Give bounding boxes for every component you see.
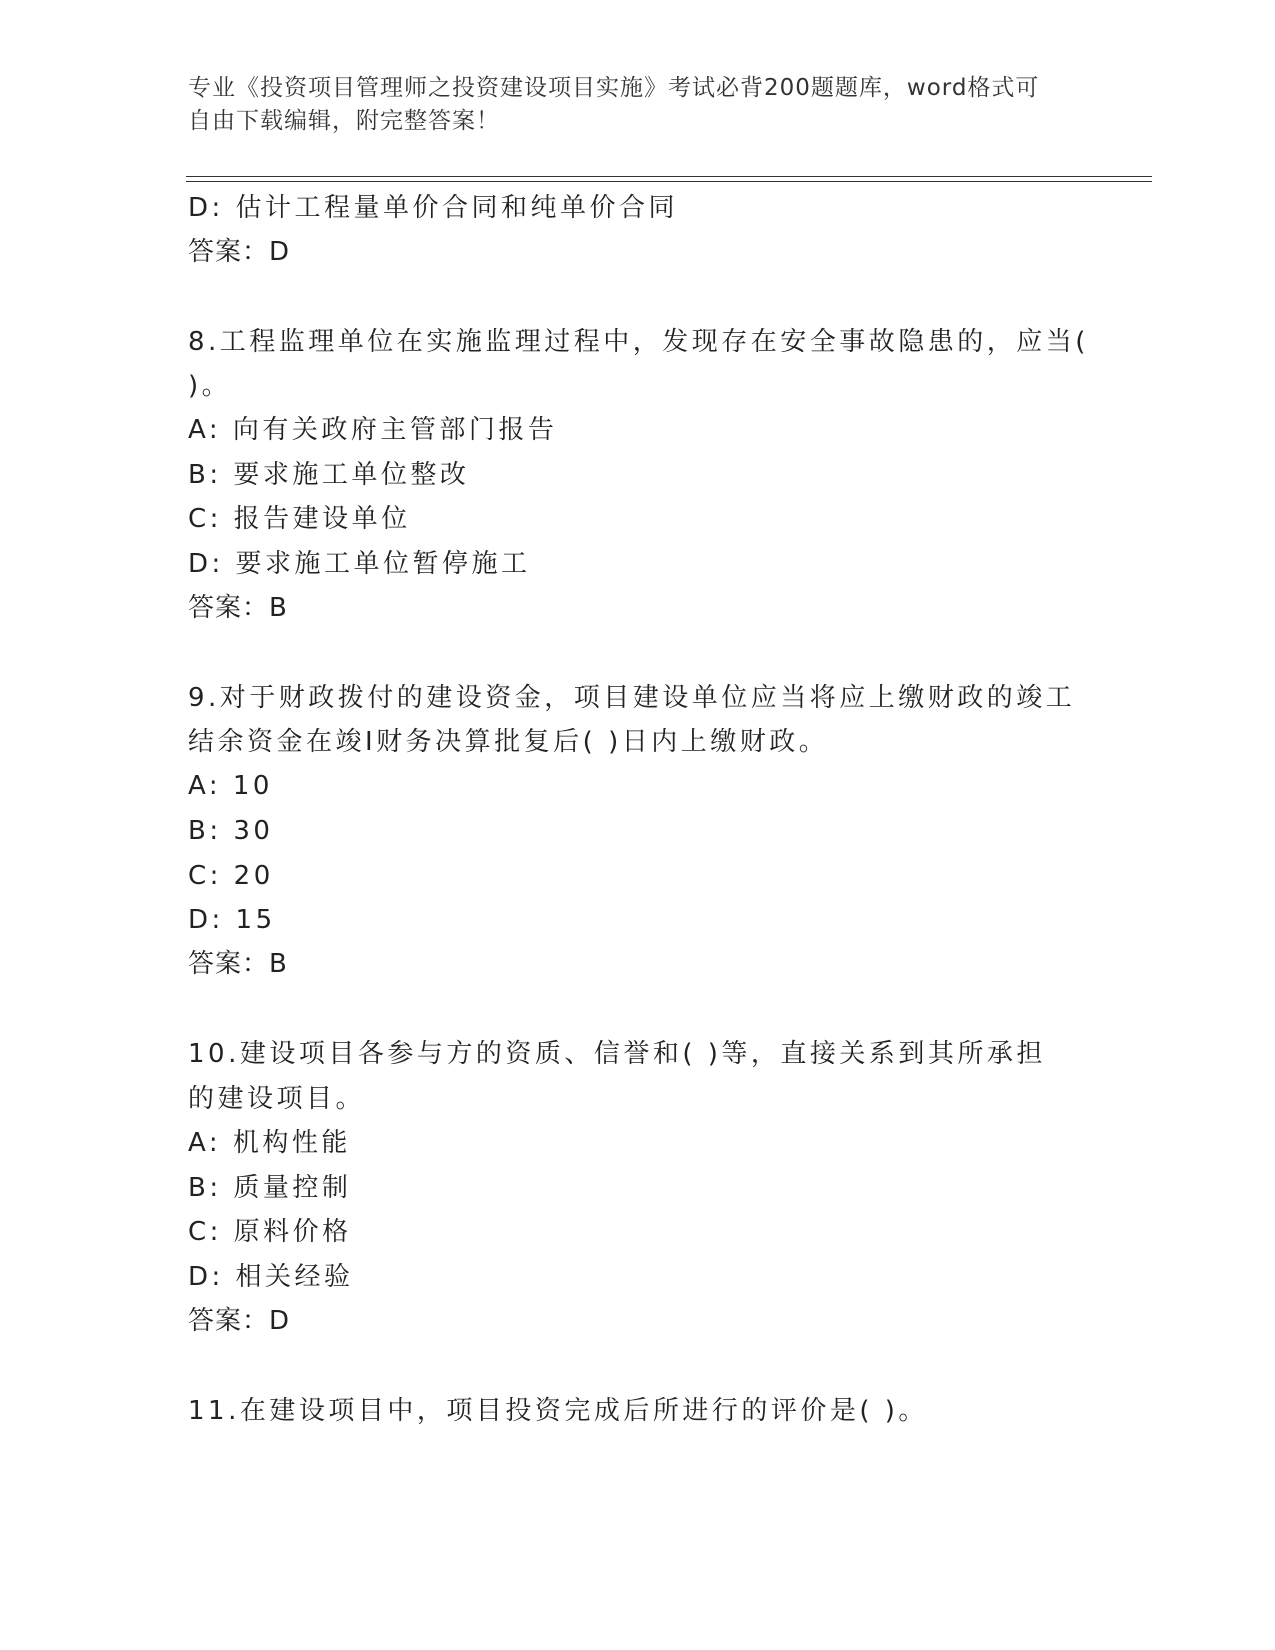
question-option-a: A: 向有关政府主管部门报告 bbox=[188, 415, 558, 445]
question-answer: 答案：D bbox=[188, 1306, 291, 1336]
question-option-b: B: 30 bbox=[188, 816, 274, 846]
question-option-c: C: 原料价格 bbox=[188, 1217, 352, 1247]
question-option-c: C: 20 bbox=[188, 861, 274, 891]
header-divider-bottom bbox=[186, 181, 1152, 182]
prev-answer: 答案：D bbox=[188, 237, 291, 267]
question-stem-line: 8.工程监理单位在实施监理过程中，发现存在安全事故隐患的，应当( bbox=[188, 327, 1089, 357]
question-stem-line: )。 bbox=[188, 371, 232, 401]
document-header bbox=[188, 72, 1088, 138]
question-option-b: B: 要求施工单位整改 bbox=[188, 460, 470, 490]
question-option-b: B: 质量控制 bbox=[188, 1173, 352, 1203]
question-option-a: A: 10 bbox=[188, 771, 273, 801]
question-stem-line: 的建设项目。 bbox=[188, 1084, 366, 1114]
question-option-a: A: 机构性能 bbox=[188, 1128, 351, 1158]
question-answer: 答案：B bbox=[188, 593, 288, 623]
question-option-c: C: 报告建设单位 bbox=[188, 504, 411, 534]
header-line-1: 专业《投资项目管理师之投资建设项目实施》考试必背200题题库，word格式可 bbox=[188, 75, 1040, 101]
question-stem-line: 结余资金在竣I财务决算批复后( )日内上缴财政。 bbox=[188, 727, 829, 757]
question-stem-line: 10.建设项目各参与方的资质、信誉和( )等，直接关系到其所承担 bbox=[188, 1039, 1046, 1069]
question-option-d: D: 要求施工单位暂停施工 bbox=[188, 549, 531, 579]
header-line-2: 自由下载编辑，附完整答案！ bbox=[188, 108, 500, 134]
question-answer: 答案：B bbox=[188, 949, 288, 979]
header-divider-top bbox=[186, 176, 1152, 177]
question-option-d: D: 15 bbox=[188, 905, 276, 935]
question-option-d: D: 相关经验 bbox=[188, 1262, 354, 1292]
question-stem-line: 11.在建设项目中，项目投资完成后所进行的评价是( )。 bbox=[188, 1396, 928, 1426]
question-stem-line: 9.对于财政拨付的建设资金，项目建设单位应当将应上缴财政的竣工 bbox=[188, 683, 1076, 713]
prev-option-d: D: 估计工程量单价合同和纯单价合同 bbox=[188, 193, 679, 223]
